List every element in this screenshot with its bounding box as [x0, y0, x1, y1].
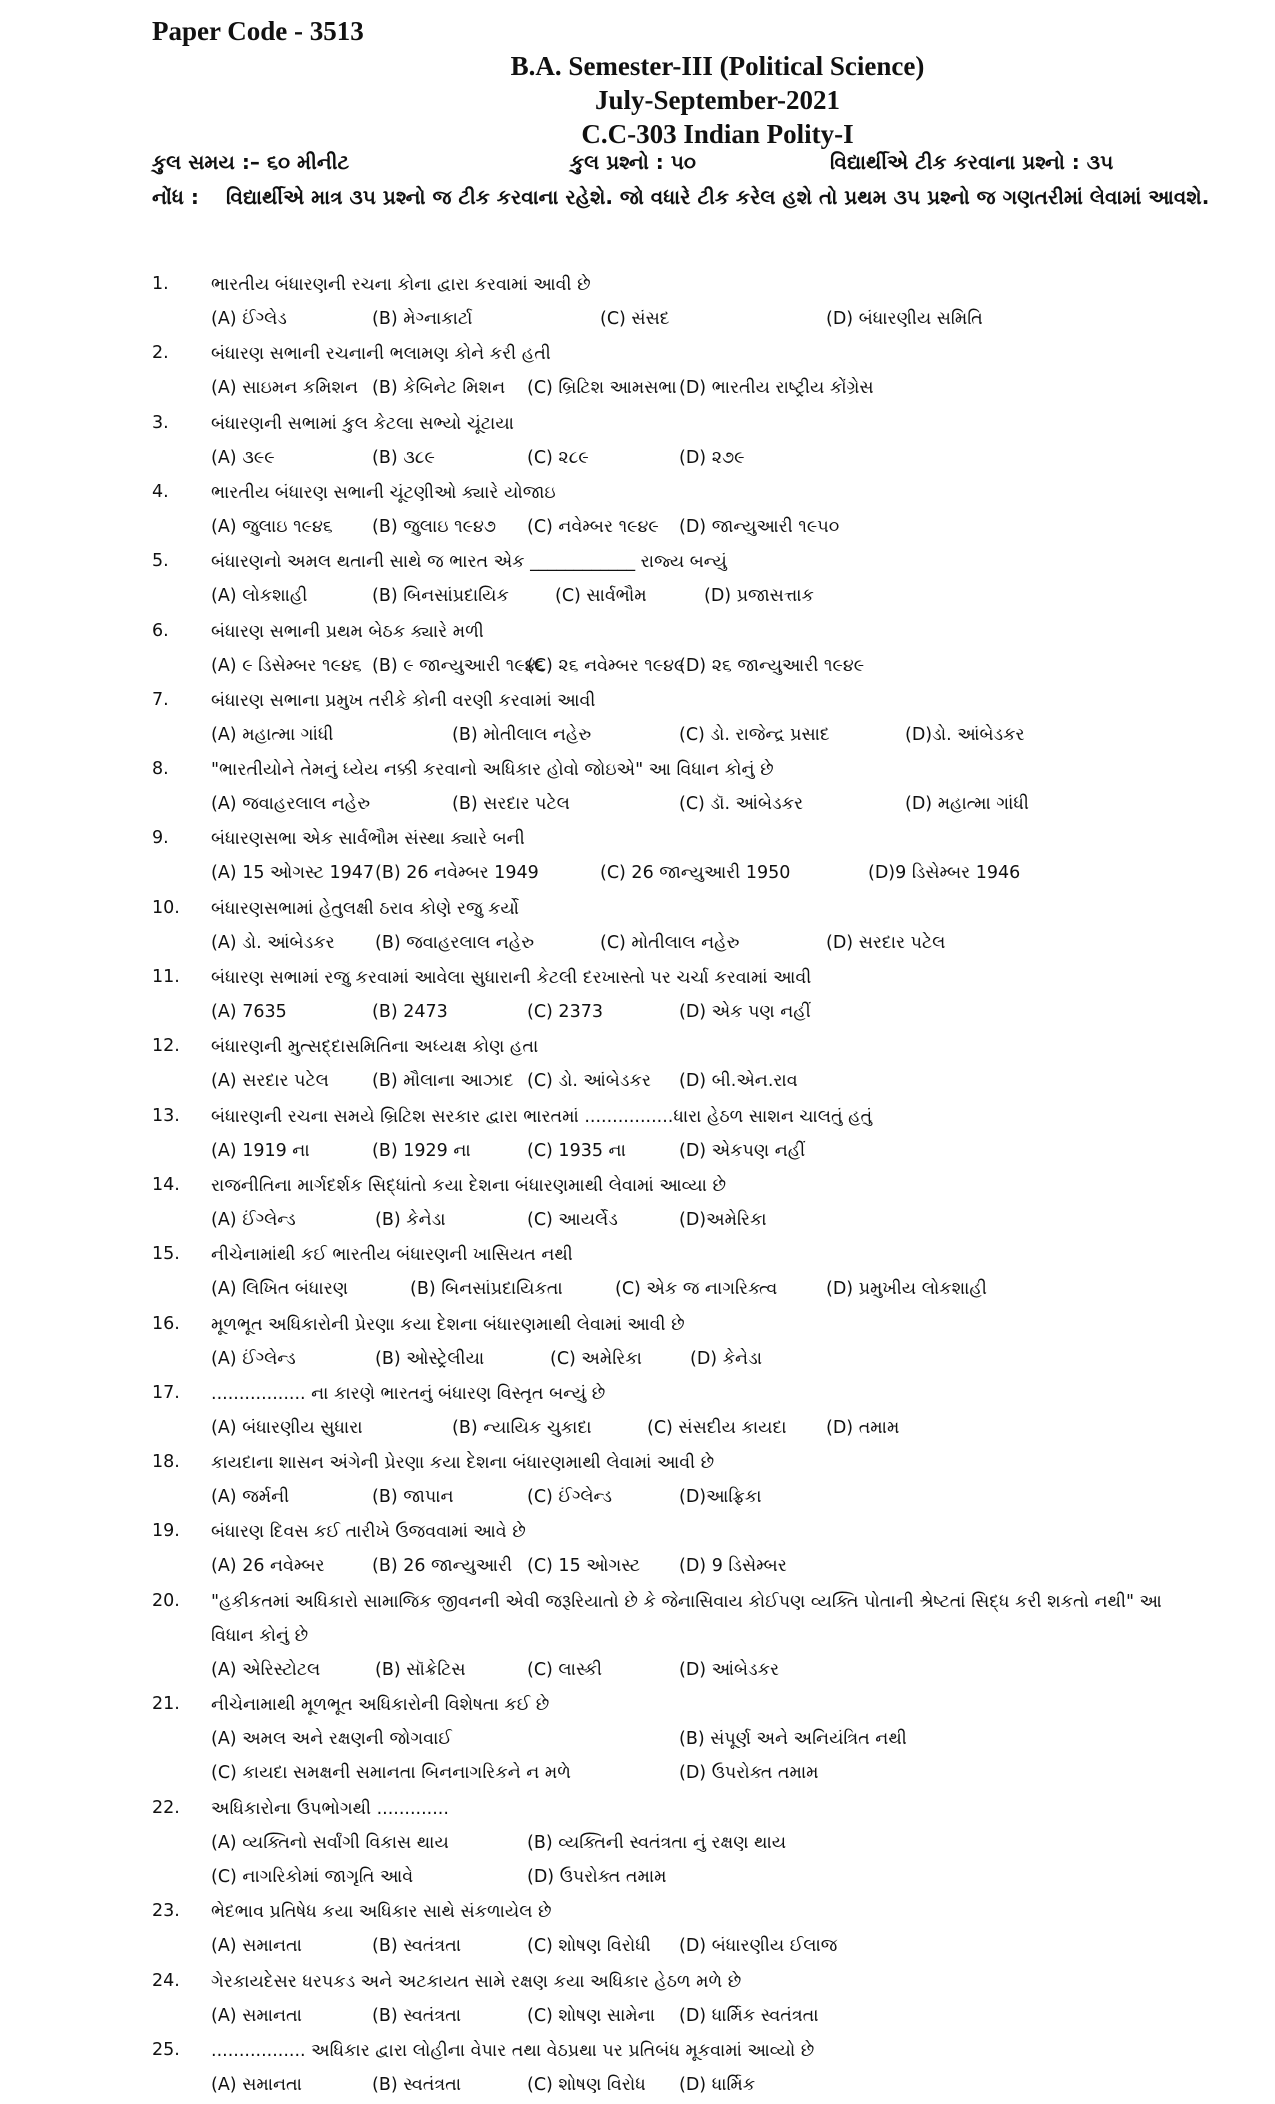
answer-option[interactable]: (B) સરદાર પટેલ: [452, 794, 570, 815]
answer-option[interactable]: (B) સૉક્રેટિસ: [375, 1659, 466, 1680]
answer-option[interactable]: (D)ડો. આંબેડકર: [905, 724, 1025, 745]
question-text: બંધારણ સભામાં રજુ કરવામાં આવેલા સુધારાની કેટલી દરખાસ્તો પર ચર્ચા કરવામાં આવી: [211, 968, 812, 988]
paper-code: Paper Code - 3513: [152, 16, 364, 46]
answer-option[interactable]: (C) બ્રિટિશ આમસભા: [527, 378, 677, 399]
question-text-continued: વિધાન કોનું છે: [211, 1625, 309, 1646]
question-item: [0, 1100, 1275, 1170]
answer-option[interactable]: (B) બિનસાંપ્રદાયિક: [372, 586, 509, 607]
answer-option[interactable]: (C) સંસદીય કાયદા: [647, 1417, 787, 1438]
answer-option[interactable]: (A) ઈંગ્લેન્ડ: [211, 1209, 296, 1230]
answer-option[interactable]: (C) સંસદ: [600, 309, 670, 329]
answer-option[interactable]: (C) ડો. આંબેડકર: [527, 1071, 651, 1092]
question-text: ................. ના કારણે ભારતનું બંધારણ વિસ્તૃત બન્યું છે: [211, 1383, 606, 1404]
question-number: 21.: [152, 1694, 180, 1715]
question-number: 16.: [152, 1313, 180, 1334]
question-text: "હકીકતમાં અધિકારો સામાજિક જીવનની એવી જરૂરિયાતો છે કે જેનાસિવાય કોઈપણ વ્યક્તિ પોતાની શ્રેષ્ટતાં સિદ્ધ કરી શકતો નથી" આ: [211, 1591, 1162, 1612]
course-title: B.A. Semester-III (Political Science): [510, 51, 925, 81]
question-text: કાયદાના શાસન અંગેની પ્રેરણા કયા દેશના બંધારણમાથી લેવામાં આવી છે: [211, 1453, 715, 1474]
answer-option[interactable]: (B) મોતીલાલ નહેરુ: [452, 724, 592, 745]
answer-option[interactable]: (A) ઈંગ્લેડ: [211, 309, 287, 329]
question-number: 12.: [152, 1036, 180, 1057]
answer-option[interactable]: (D) આંબેડકર: [679, 1659, 780, 1680]
answer-option[interactable]: (D)9 ડિસેમ્બર 1946: [868, 863, 1021, 884]
answer-option[interactable]: (A) સમાનતા: [211, 1936, 302, 1957]
question-number: 5.: [152, 551, 169, 572]
answer-option[interactable]: (B) કેબિનેટ મિશન: [372, 378, 506, 399]
answer-option[interactable]: (A) જર્મની: [211, 1487, 290, 1508]
question-text: ભારતીય બંધારણ સભાની ચૂંટણીઓ ક્યારે યોજાઇ: [211, 482, 556, 503]
total-time: કુલ સમય :– ૬૦ મીનીટ: [152, 150, 350, 174]
question-text: બંધારણની રચના સમયે બ્રિટિશ સરકાર દ્વારા ભારતમાં ................ધારા હેઠળ સાશન ચાલતું હતું: [211, 1106, 873, 1127]
answer-option[interactable]: (C) આયર્લેડ: [527, 1209, 618, 1230]
answer-option[interactable]: (D) બી.એન.રાવ: [679, 1071, 798, 1092]
question-item: [0, 1030, 1275, 1100]
answer-option[interactable]: (C) કાયદા સમક્ષની સમાનતા બિનનાગરિકને ન મળે: [211, 1763, 571, 1784]
answer-option[interactable]: (B) 26 જાન્યુઆરી: [372, 1556, 513, 1577]
question-text: બંધારણની મુત્સદ્દાસમિતિના અધ્યક્ષ કોણ હતા: [211, 1037, 539, 1058]
question-item: [0, 337, 1275, 407]
question-text: રાજનીતિના માર્ગદર્શક સિદ્ધાંતો કયા દેશના બંધારણમાથી લેવામાં આવ્યા છે: [211, 1175, 727, 1196]
note-label: નોંધ :: [152, 185, 199, 209]
answer-option[interactable]: (B) ન્યાયિક ચુકાદા: [452, 1417, 592, 1438]
answer-option[interactable]: (C) 26 જાન્યુઆરી 1950: [600, 863, 791, 884]
question-number: 20.: [152, 1590, 180, 1611]
question-item: [0, 268, 1275, 338]
question-text: બંધારણ સભાની રચનાની ભલામણ કોને કરી હતી: [211, 344, 551, 365]
answer-option[interactable]: (C) એક જ નાગરિક્ત્વ: [615, 1279, 778, 1300]
question-number: 6.: [152, 620, 169, 641]
answer-option[interactable]: (D) ભારતીય રાષ્ટ્રીય કોંગ્રેસ: [679, 378, 874, 399]
question-item: [0, 1688, 1275, 1784]
questions-to-attempt: વિદ્યાર્થીએ ટીક કરવાના પ્રશ્નો : ૩૫: [830, 150, 1114, 174]
answer-option[interactable]: (A) સમાનતા: [211, 2074, 302, 2095]
answer-option[interactable]: (C) 1935 ના: [527, 1140, 626, 1161]
answer-option[interactable]: (A) ૯ ડિસેમ્બર ૧૯૪૬: [211, 655, 362, 676]
question-text: બંધારણ દિવસ કઈ તારીખે ઉજવવામાં આવે છે: [211, 1522, 526, 1543]
answer-option[interactable]: (B) ૩૮૯: [372, 447, 435, 468]
question-item: [0, 961, 1275, 1031]
question-number: 15.: [152, 1244, 180, 1265]
answer-option[interactable]: (D) ૨૭૯: [679, 447, 745, 468]
answer-option[interactable]: (A) એરિસ્ટોટલ: [211, 1659, 321, 1680]
answer-option[interactable]: (D) એક પણ નહીં: [679, 1002, 811, 1022]
question-text: ભેદભાવ પ્રતિષેધ કયા અધિકાર સાથે સંકળાયેલ છે: [211, 1902, 552, 1923]
answer-option[interactable]: (B) જવાહરલાલ નહેરુ: [375, 932, 535, 953]
answer-option[interactable]: (D)આફ્રિકા: [679, 1487, 762, 1508]
question-item: [0, 1515, 1275, 1585]
answer-option[interactable]: (B) સ્વતંત્રતા: [372, 2074, 462, 2095]
answer-option[interactable]: (C) ઈંગ્લેન્ડ: [527, 1487, 612, 1508]
answer-option[interactable]: (A) સમાનતા: [211, 2005, 302, 2026]
total-questions: કુલ પ્રશ્નો : ૫૦: [570, 150, 696, 174]
question-number: 22.: [152, 1797, 180, 1818]
question-number: 13.: [152, 1105, 180, 1126]
question-item: [0, 1308, 1275, 1378]
answer-option[interactable]: (D) ધાર્મિક: [679, 2074, 756, 2095]
answer-option[interactable]: (A) ડો. આંબેડકર: [211, 932, 335, 953]
answer-option[interactable]: (C) નવેમ્બર ૧૯૪૯: [527, 516, 659, 537]
answer-option[interactable]: (B) જુલાઇ ૧૯૪૭: [372, 516, 497, 537]
answer-option[interactable]: (B) સ્વતંત્રતા: [372, 2005, 462, 2026]
question-text: બંધારણ સભાના પ્રમુખ તરીકે કોની વરણી કરવામાં આવી: [211, 690, 596, 711]
question-item: [0, 1446, 1275, 1516]
answer-option[interactable]: (C) શોષણ વિરોધી: [527, 1936, 651, 1957]
answer-option[interactable]: (C) શોષણ વિરોધ: [527, 2074, 646, 2095]
answer-option[interactable]: (B) 2473: [372, 1002, 448, 1022]
answer-option[interactable]: (C) નાગરિકોમાં જાગૃતિ આવે: [211, 1866, 414, 1887]
question-text: ગેરકાયદેસર ધરપકડ અને અટકાયત સામે રક્ષણ કયા અધિકાર હેઠળ મળે છે: [211, 1971, 742, 1992]
answer-option[interactable]: (A) ઈંગ્લેન્ડ: [211, 1348, 296, 1369]
answer-option[interactable]: (D) ધાર્મિક સ્વતંત્રતા: [679, 2005, 819, 2026]
answer-option[interactable]: (D) તમામ: [826, 1417, 900, 1438]
note-text: વિદ્યાર્થીએ માત્ર ૩૫ પ્રશ્નો જ ટીક કરવાના રહેશે. જો વધારે ટીક કરેલ હશે તો પ્રથમ ૩૫ પ્રશ્નો જ ગણતરીમાં લેવામાં આવશે.: [226, 185, 1210, 209]
question-item: [0, 1377, 1275, 1447]
answer-option[interactable]: (D) પ્રમુખીય લોકશાહી: [826, 1279, 987, 1300]
question-number: 25.: [152, 2039, 180, 2060]
answer-option[interactable]: (A) અમલ અને રક્ષણની જોગવાઈ: [211, 1729, 452, 1750]
question-item: [0, 1965, 1275, 2035]
question-item: [0, 1169, 1275, 1239]
question-number: 2.: [152, 343, 169, 364]
answer-option[interactable]: (A) જવાહરલાલ નહેરુ: [211, 794, 371, 815]
answer-option[interactable]: (D) એકપણ નહીં: [679, 1140, 806, 1161]
answer-option[interactable]: (A) ૩૯૯: [211, 447, 275, 468]
question-number: 3.: [152, 412, 169, 433]
question-text: બંધારણ સભાની પ્રથમ બેઠક ક્યારે મળી: [211, 621, 484, 642]
question-text: મૂળભૂત અધિકારોની પ્રેરણા કયા દેશના બંધારણમાથી લેવામાં આવી છે: [211, 1314, 685, 1335]
answer-option[interactable]: (A) લોકશાહી: [211, 586, 308, 607]
question-text: "ભારતીયોને તેમનું ધ્યેય નક્કી કરવાનો અધિકાર હોવો જોઇએ" આ વિધાન કોનું છે: [211, 760, 774, 781]
answer-option[interactable]: (B) બિનસાંપ્રદાયિકતા: [410, 1279, 563, 1300]
answer-option[interactable]: (B) 26 નવેમ્બર 1949: [375, 863, 539, 884]
answer-option[interactable]: (A) લિખિત બંધારણ: [211, 1279, 349, 1300]
question-item: [0, 407, 1275, 477]
answer-option[interactable]: (C) ડૉ. આંબેડકર: [679, 794, 804, 815]
question-text: ................. અધિકાર દ્વારા લોહીના વેપાર તથા વેઠપ્રથા પર પ્રતિબંધ મૂકવામાં આવ્યો છે: [211, 2040, 815, 2061]
answer-option[interactable]: (B) ૯ જાન્યુઆરી ૧૯૪૬: [372, 655, 546, 676]
question-text: બંધારણસભામાં હેતુલક્ષી ઠરાવ કોણે રજુ કર્યો: [211, 898, 519, 919]
question-number: 1.: [152, 274, 169, 294]
answer-option[interactable]: (A) 7635: [211, 1002, 287, 1022]
answer-option[interactable]: (B) કેનેડા: [375, 1209, 446, 1230]
answer-option[interactable]: (A) 1919 ના: [211, 1140, 310, 1161]
answer-option[interactable]: (C) ડો. રાજેન્દ્ર પ્રસાદ: [679, 724, 830, 745]
answer-option[interactable]: (C) લાસ્કી: [527, 1659, 602, 1680]
question-number: 7.: [152, 689, 169, 710]
question-number: 19.: [152, 1521, 180, 1542]
answer-option[interactable]: (C) શોષણ સામેના: [527, 2005, 656, 2026]
question-text: બંધારણની સભામાં કુલ કેટલા સભ્યો ચૂંટાયા: [211, 413, 514, 434]
question-number: 11.: [152, 967, 180, 987]
answer-option[interactable]: (D) પ્રજાસત્તાક: [704, 586, 814, 607]
answer-option[interactable]: (B) ઓસ્ટ્રેલીયા: [375, 1348, 485, 1369]
question-number: 4.: [152, 481, 169, 502]
question-text: બંધારણનો અમલ થતાની સાથે જ ભારત એક ____________ રાજ્ય બન્યું: [211, 552, 727, 573]
answer-option[interactable]: (B) સ્વતંત્રતા: [372, 1936, 462, 1957]
answer-option[interactable]: (D) ઉપરોક્ત તમામ: [527, 1866, 667, 1887]
exam-session: July-September-2021: [595, 85, 840, 115]
question-text: નીચેનામાથી મૂળભૂત અધિકારોની વિશેષતા કઈ છે: [211, 1695, 550, 1716]
question-item: [0, 753, 1275, 823]
answer-option[interactable]: (D) ૨૬ જાન્યુઆરી ૧૯૪૯: [679, 655, 865, 676]
paper-title: C.C-303 Indian Polity-I: [581, 119, 854, 149]
question-item: [0, 822, 1275, 892]
answer-option[interactable]: (D) જાન્યુઆરી ૧૯૫૦: [679, 516, 840, 537]
question-number: 17.: [152, 1382, 180, 1403]
answer-option[interactable]: (A) જુલાઇ ૧૯૪૬: [211, 516, 333, 537]
question-item: [0, 2034, 1275, 2104]
answer-option[interactable]: (D) ઉપરોક્ત તમામ: [679, 1763, 819, 1784]
question-item: [0, 615, 1275, 685]
answer-option[interactable]: (C) ૨૮૯: [527, 447, 589, 468]
question-number: 14.: [152, 1174, 180, 1195]
answer-option[interactable]: (D)અમેરિકા: [679, 1209, 767, 1230]
answer-option[interactable]: (B) મૌલાના આઝાદ: [372, 1071, 514, 1092]
answer-option[interactable]: (A) વ્યક્તિનો સર્વાંગી વિકાસ થાય: [211, 1832, 449, 1853]
answer-option[interactable]: (D) સરદાર પટેલ: [826, 932, 946, 953]
answer-option[interactable]: (C) 2373: [527, 1002, 603, 1022]
answer-option[interactable]: (B) સંપૂર્ણ અને અનિયંત્રિત નથી: [679, 1729, 907, 1750]
answer-option[interactable]: (D) કેનેડા: [690, 1348, 762, 1369]
answer-option[interactable]: (C) અમેરિકા: [550, 1348, 642, 1369]
answer-option[interactable]: (C) મોતીલાલ નહેરુ: [600, 932, 740, 953]
question-item: [0, 684, 1275, 754]
answer-option[interactable]: (D) 9 ડિસેમ્બર: [679, 1556, 787, 1577]
question-item: [0, 545, 1275, 615]
answer-option[interactable]: (C) 15 ઓગસ્ટ: [527, 1556, 641, 1577]
question-item: [0, 1585, 1275, 1680]
question-number: 9.: [152, 828, 169, 849]
answer-option[interactable]: (B) 1929 ના: [372, 1140, 471, 1161]
question-number: 18.: [152, 1452, 180, 1473]
answer-option[interactable]: (A) સાઇમન કમિશન: [211, 378, 359, 399]
question-item: [0, 1895, 1275, 1965]
question-text: ભારતીય બંધારણની રચના કોના દ્વારા કરવામાં આવી છે: [211, 275, 591, 295]
question-text: અધિકારોના ઉપભોગથી .............: [211, 1798, 449, 1819]
question-item: [0, 1792, 1275, 1887]
answer-option[interactable]: (A) બંધારણીય સુધારા: [211, 1417, 363, 1438]
question-text: નીચેનામાંથી કઈ ભારતીય બંધારણની ખાસિયત નથી: [211, 1245, 573, 1266]
answer-option[interactable]: (B) મેગ્નાકાર્ટા: [372, 309, 473, 329]
answer-option[interactable]: (A) 26 નવેમ્બર: [211, 1556, 325, 1577]
answer-option[interactable]: (A) 15 ઓગસ્ટ 1947: [211, 863, 375, 884]
answer-option[interactable]: (A) સરદાર પટેલ: [211, 1071, 329, 1092]
answer-option[interactable]: (C) ૨૬ નવેમ્બર ૧૯૪૯: [527, 655, 685, 676]
question-item: [0, 476, 1275, 546]
answer-option[interactable]: (D) મહાત્મા ગાંધી: [905, 794, 1029, 815]
question-number: 8.: [152, 759, 169, 780]
question-item: [0, 1238, 1275, 1308]
question-text: બંધારણસભા એક સાર્વભૌમ સંસ્થા ક્યારે બની: [211, 829, 525, 850]
question-number: 10.: [152, 897, 180, 918]
answer-option[interactable]: (A) મહાત્મા ગાંધી: [211, 724, 334, 745]
answer-option[interactable]: (D) બંધારણીય સમિતિ: [826, 309, 983, 329]
question-number: 24.: [152, 1970, 180, 1991]
question-item: [0, 892, 1275, 962]
question-number: 23.: [152, 1901, 180, 1922]
answer-option[interactable]: (B) વ્યક્તિની સ્વતંત્રતા નું રક્ષણ થાય: [527, 1832, 787, 1853]
answer-option[interactable]: (B) જાપાન: [372, 1487, 454, 1508]
answer-option[interactable]: (D) બંધારણીય ઈલાજ: [679, 1936, 838, 1957]
answer-option[interactable]: (C) સાર્વભૌમ: [555, 586, 647, 607]
